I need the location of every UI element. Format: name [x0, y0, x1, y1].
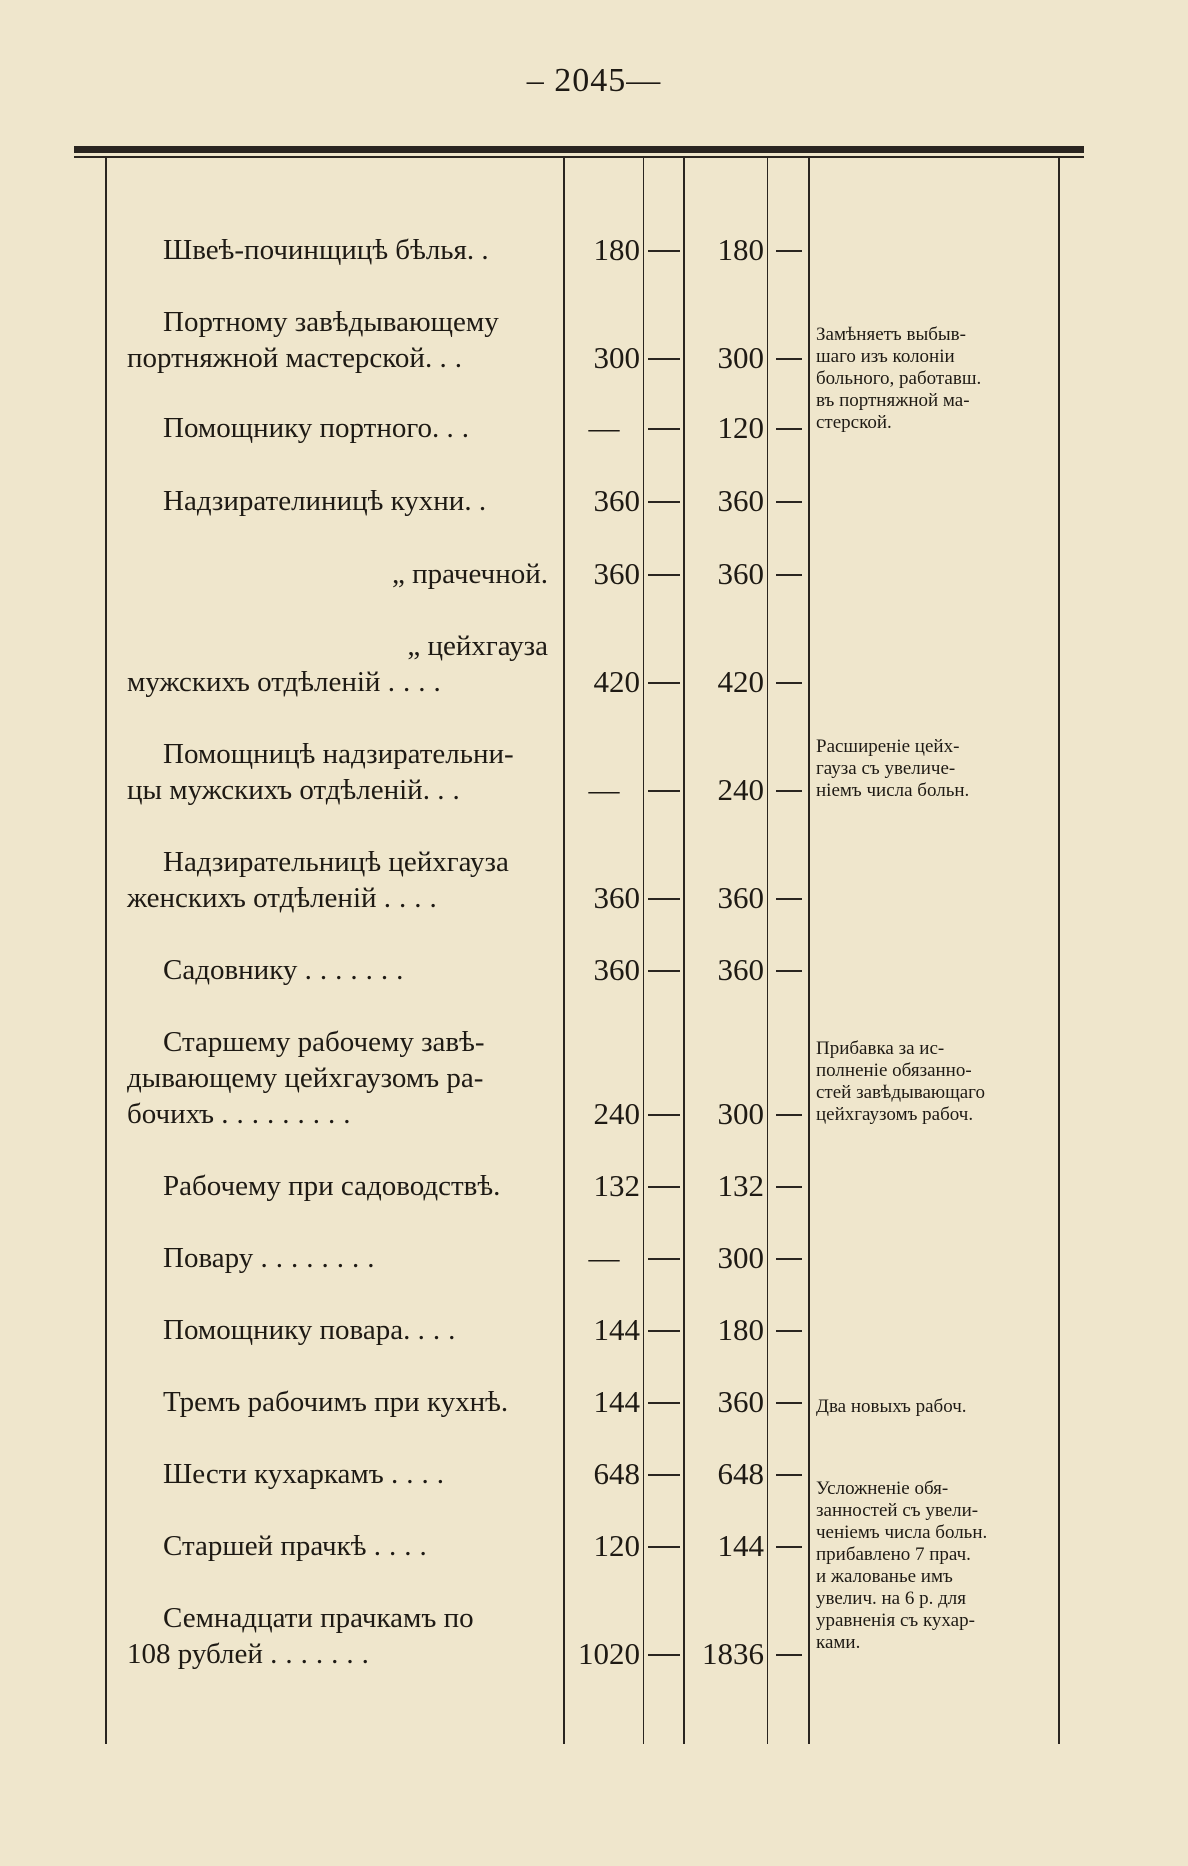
label-line: цы мужскихъ отдѣленій. ..	[127, 774, 468, 806]
label-line: Семнадцати прачкамъ по	[163, 1602, 474, 1634]
note-laundry-increase	[816, 1478, 1050, 1654]
label-line: Тремъ рабочимъ при кухнѣ.	[163, 1386, 509, 1418]
new-kopeks-dash	[776, 501, 802, 503]
old-kopeks-dash	[648, 1186, 680, 1188]
label-line: Повару ........	[163, 1242, 383, 1274]
position-label	[127, 1240, 548, 1276]
note-line: увелич. на 6 р. для	[816, 1588, 966, 1609]
old-kopeks-dash	[648, 970, 680, 972]
label-line: Помощнику повара. ...	[163, 1314, 464, 1346]
position-label	[127, 628, 548, 700]
new-kopeks-dash	[776, 1654, 802, 1656]
label-line: портняжной мастерской. ..	[127, 342, 470, 374]
new-kopeks-dash	[776, 574, 802, 576]
new-kopeks-dash	[776, 1114, 802, 1116]
new-salary: 360	[717, 952, 764, 987]
note-line: занностей съ увели-	[816, 1500, 979, 1521]
column-divider-new-kopeks	[767, 158, 768, 1744]
old-salary: —	[588, 772, 620, 807]
new-kopeks-dash	[776, 898, 802, 900]
column-divider-new-amount	[683, 158, 685, 1744]
old-kopeks-dash	[648, 682, 680, 684]
new-kopeks-dash	[776, 1546, 802, 1548]
note-two-workers	[816, 1396, 1050, 1418]
note-line: уравненія съ кухар-	[816, 1610, 975, 1631]
note-line: ченіемъ числа больн.	[816, 1522, 988, 1543]
label-line: Шести кухаркамъ ....	[163, 1458, 452, 1490]
new-salary: 180	[717, 232, 764, 267]
new-kopeks-dash	[776, 1402, 802, 1404]
note-line: Расширеніе цейх-	[816, 736, 960, 757]
old-kopeks-dash	[648, 1330, 680, 1332]
note-line: Замѣняетъ выбыв-	[816, 324, 966, 345]
old-salary: 240	[593, 1096, 640, 1131]
new-salary: 648	[717, 1456, 764, 1491]
column-divider-old-amount	[563, 158, 565, 1744]
new-salary: 120	[717, 410, 764, 445]
new-salary: 300	[717, 1096, 764, 1131]
old-kopeks-dash	[648, 1114, 680, 1116]
note-line: ками.	[816, 1632, 861, 1653]
old-kopeks-dash	[648, 1402, 680, 1404]
new-salary: 300	[717, 1240, 764, 1275]
old-salary: 144	[593, 1384, 640, 1419]
note-line: шаго изъ колоніи	[816, 346, 955, 367]
old-kopeks-dash	[648, 250, 680, 252]
new-kopeks-dash	[776, 970, 802, 972]
old-salary: —	[588, 410, 620, 445]
note-line: гауза съ увеличе-	[816, 758, 956, 779]
old-kopeks-dash	[648, 501, 680, 503]
new-salary: 360	[717, 880, 764, 915]
old-kopeks-dash	[648, 1474, 680, 1476]
old-salary: 360	[593, 880, 640, 915]
label-line: Рабочему при садоводствѣ.	[163, 1170, 501, 1202]
label-line: женскихъ отдѣленій ....	[127, 882, 445, 914]
old-salary: 132	[593, 1168, 640, 1203]
label-line: Надзирательницѣ цейхгауза	[163, 846, 509, 878]
label-line: Помощницѣ надзирательни-	[163, 738, 514, 770]
new-kopeks-dash	[776, 790, 802, 792]
position-label	[127, 1312, 548, 1348]
old-salary: 648	[593, 1456, 640, 1491]
old-kopeks-dash	[648, 574, 680, 576]
new-salary: 360	[717, 1384, 764, 1419]
label-line: Старшему рабочему завѣ-	[163, 1026, 485, 1058]
column-divider-old-kopeks	[643, 158, 644, 1744]
position-label	[127, 1384, 548, 1420]
new-salary: 360	[717, 483, 764, 518]
old-kopeks-dash	[648, 358, 680, 360]
label-line: Швеѣ-починщицѣ бѣлья. .	[163, 234, 489, 266]
new-kopeks-dash	[776, 250, 802, 252]
new-salary: 144	[717, 1528, 764, 1563]
note-line: стерской.	[816, 412, 892, 433]
position-label	[127, 1024, 548, 1132]
old-salary: 1020	[578, 1636, 640, 1671]
old-salary: 300	[593, 340, 640, 375]
position-label	[127, 410, 548, 446]
note-line: прибавлено 7 прач.	[816, 1544, 971, 1565]
new-kopeks-dash	[776, 428, 802, 430]
table-top-rule-thin	[74, 156, 1084, 158]
old-salary: 180	[593, 232, 640, 267]
old-kopeks-dash	[648, 1258, 680, 1260]
position-label	[127, 1456, 548, 1492]
label-line: дывающему цейхгаузомъ ра-	[127, 1062, 484, 1094]
position-label	[127, 304, 548, 376]
new-salary: 240	[717, 772, 764, 807]
note-line: Прибавка за ис-	[816, 1038, 945, 1059]
note-tailor-assistant	[816, 324, 1050, 434]
old-salary: 360	[593, 483, 640, 518]
table-left-border	[105, 158, 107, 1744]
label-line: Надзирателиницѣ кухни. .	[163, 485, 487, 517]
label-line: Портному завѣдывающему	[163, 306, 499, 338]
page-number: – 2045—	[526, 62, 662, 99]
old-salary: 144	[593, 1312, 640, 1347]
label-line: Помощнику портного. ..	[163, 412, 478, 444]
old-salary: —	[588, 1240, 620, 1275]
note-supplement	[816, 1038, 1050, 1126]
label-line: „ цейхгауза	[407, 630, 548, 662]
old-kopeks-dash	[648, 428, 680, 430]
column-divider-notes	[808, 158, 810, 1744]
position-label	[127, 844, 548, 916]
position-label	[127, 232, 548, 268]
new-kopeks-dash	[776, 1258, 802, 1260]
new-kopeks-dash	[776, 358, 802, 360]
label-line: 108 рублей .......	[127, 1638, 377, 1670]
old-kopeks-dash	[648, 790, 680, 792]
position-label	[127, 1168, 548, 1204]
note-line: полненіе обязанно-	[816, 1060, 972, 1081]
old-salary: 360	[593, 556, 640, 591]
table-right-border	[1058, 158, 1060, 1744]
position-label	[127, 483, 548, 519]
note-line: Усложненіе обя-	[816, 1478, 949, 1499]
note-line: и жалованье имъ	[816, 1566, 953, 1587]
position-label	[127, 736, 548, 808]
label-line: мужскихъ отдѣленій ....	[127, 666, 449, 698]
note-line: въ портняжной ма-	[816, 390, 970, 411]
label-line: Садовнику .......	[163, 954, 412, 986]
new-salary: 300	[717, 340, 764, 375]
position-label	[127, 1600, 548, 1672]
table-top-rule	[74, 146, 1084, 153]
old-kopeks-dash	[648, 1654, 680, 1656]
new-salary: 420	[717, 664, 764, 699]
position-label	[127, 556, 548, 592]
note-line: больного, работавш.	[816, 368, 982, 389]
position-label	[127, 1528, 548, 1564]
label-line: бочихъ .........	[127, 1098, 359, 1130]
note-line: Два новыхъ рабоч.	[816, 1396, 967, 1417]
new-salary: 132	[717, 1168, 764, 1203]
note-line: цейхгаузомъ рабоч.	[816, 1104, 974, 1125]
label-line: „ прачечной.	[392, 558, 548, 590]
note-line: стей завѣдывающаго	[816, 1082, 985, 1103]
old-kopeks-dash	[648, 1546, 680, 1548]
new-salary: 1836	[702, 1636, 764, 1671]
new-kopeks-dash	[776, 682, 802, 684]
old-salary: 420	[593, 664, 640, 699]
note-storehouse-expansion	[816, 736, 1050, 802]
position-label	[127, 952, 548, 988]
old-salary: 120	[593, 1528, 640, 1563]
new-kopeks-dash	[776, 1474, 802, 1476]
new-salary: 180	[717, 1312, 764, 1347]
new-kopeks-dash	[776, 1186, 802, 1188]
old-kopeks-dash	[648, 898, 680, 900]
new-kopeks-dash	[776, 1330, 802, 1332]
label-line: Старшей прачкѣ ....	[163, 1530, 435, 1562]
note-line: ніемъ числа больн.	[816, 780, 970, 801]
old-salary: 360	[593, 952, 640, 987]
new-salary: 360	[717, 556, 764, 591]
